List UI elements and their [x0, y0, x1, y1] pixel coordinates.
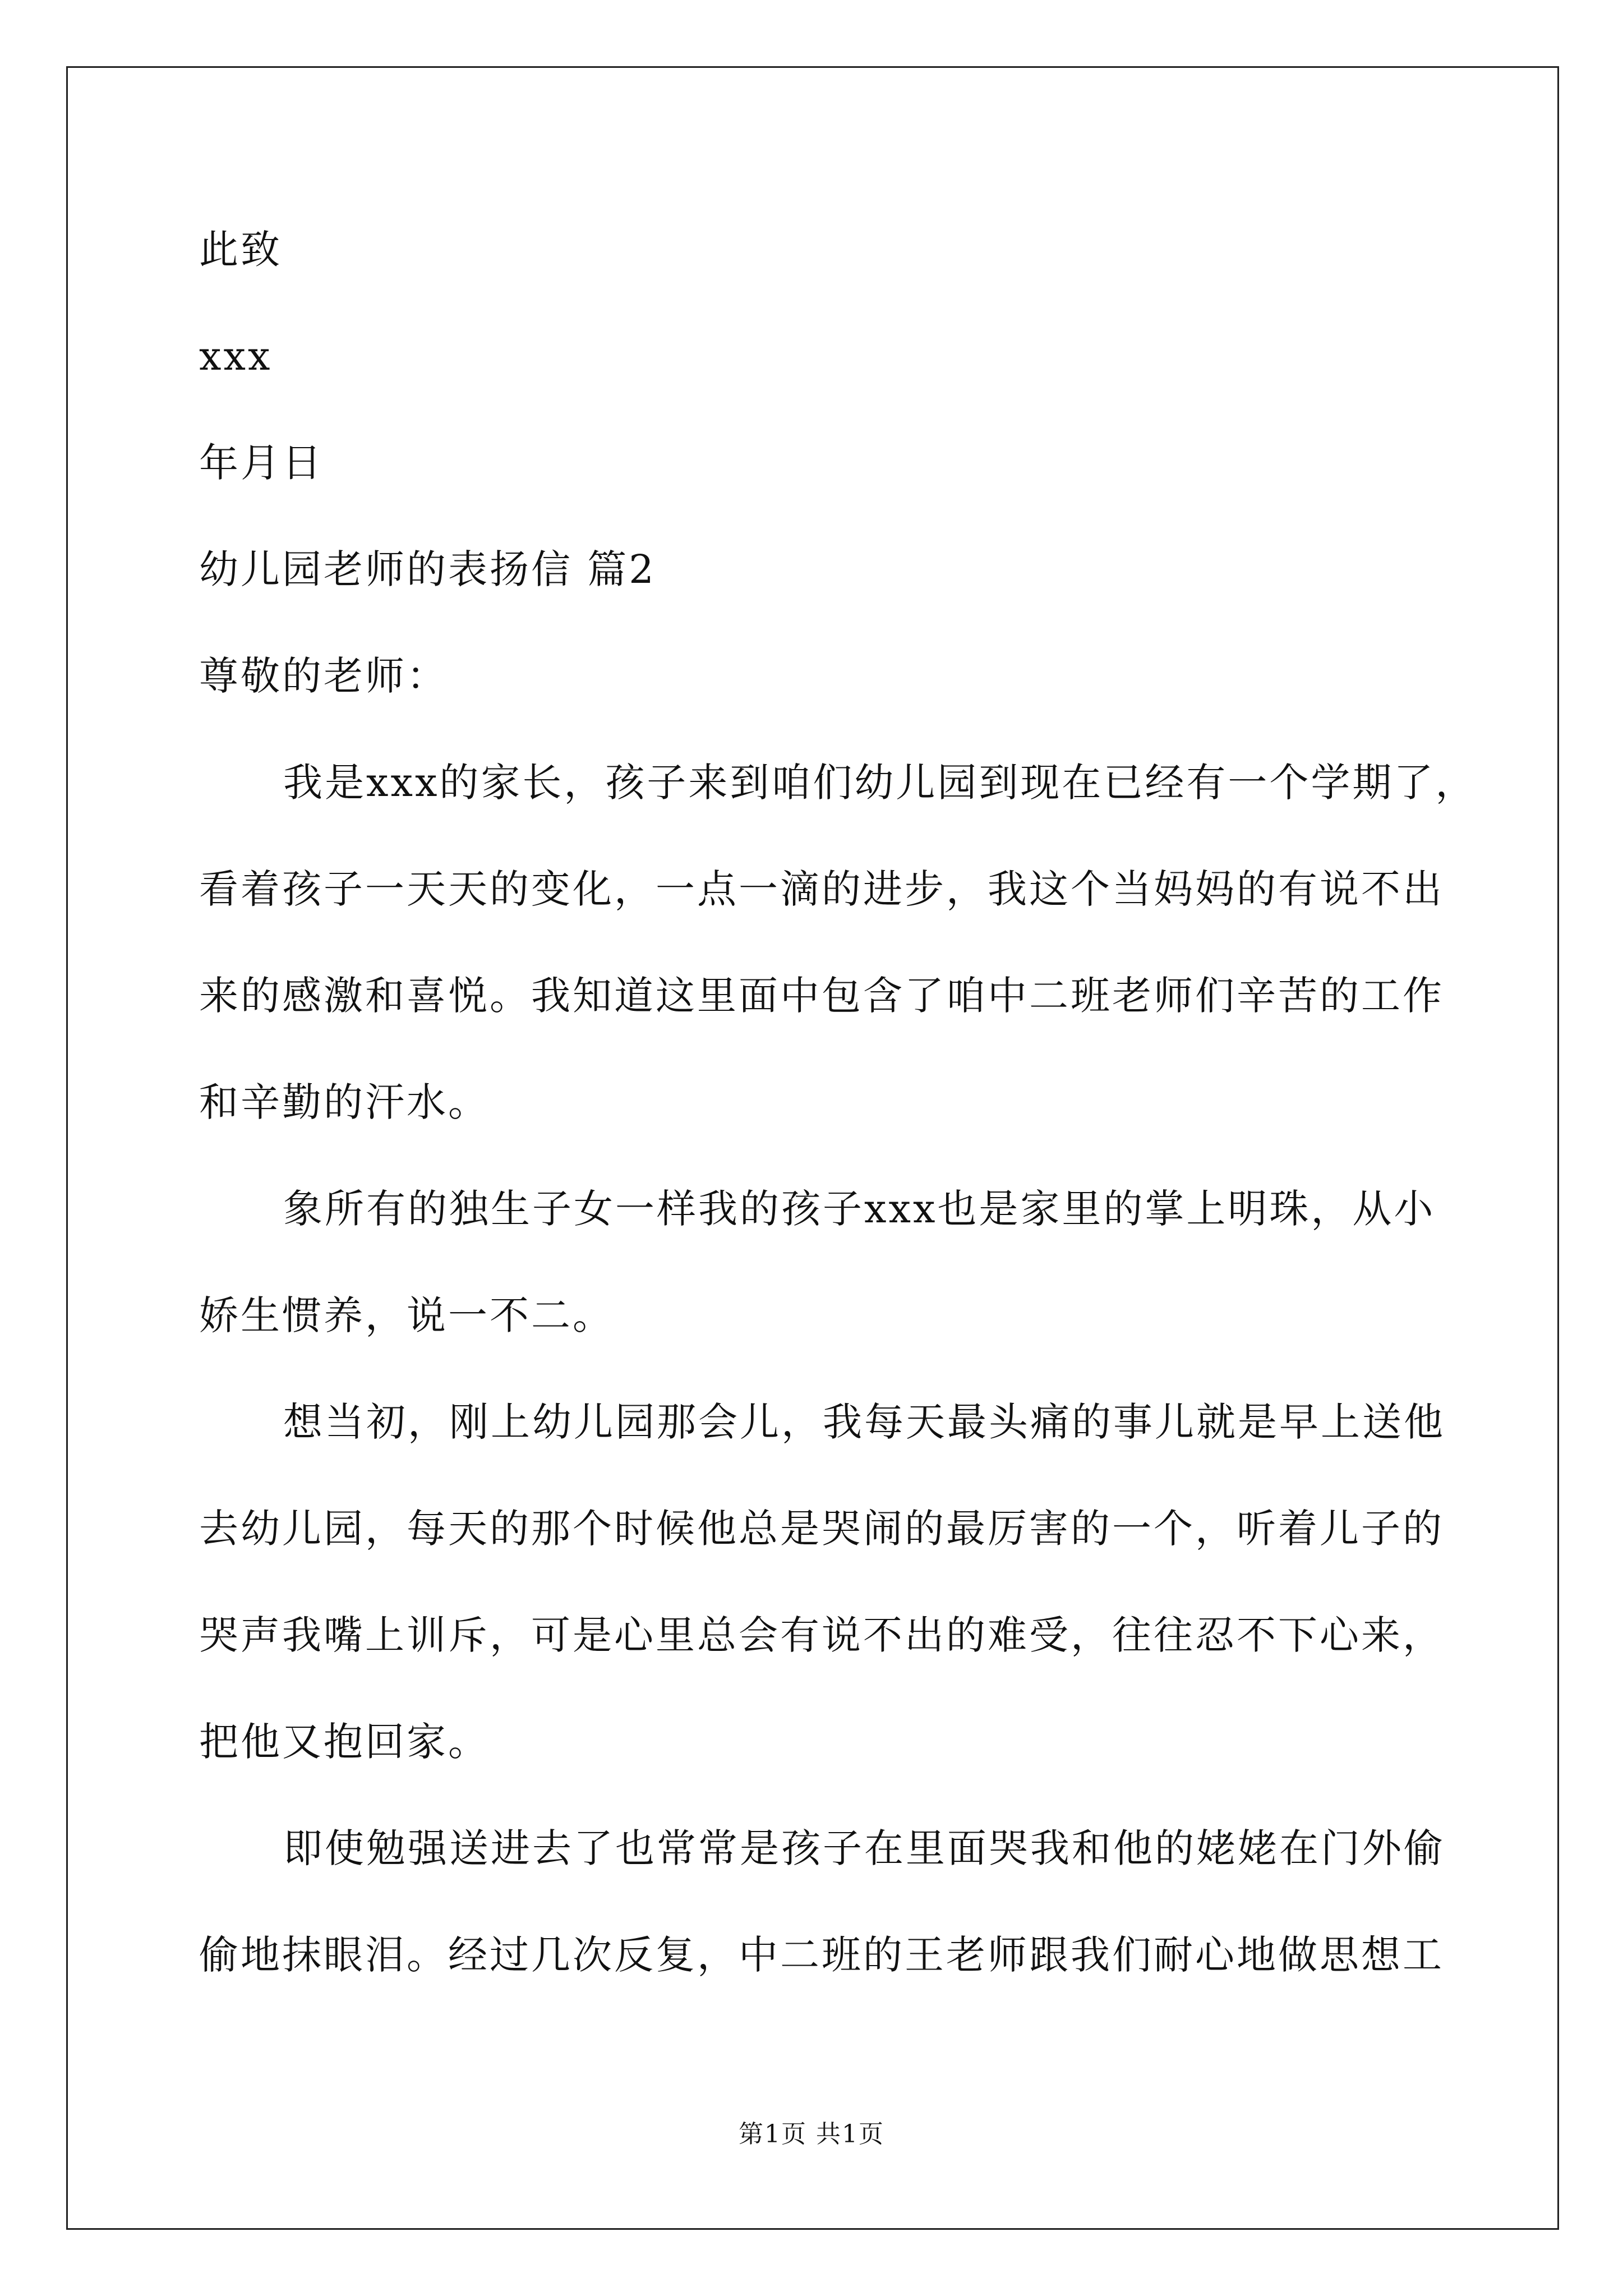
page-border: [66, 66, 1559, 2230]
closing-line: 此致: [199, 227, 282, 273]
paragraph-line: 去幼儿园，每天的那个时候他总是哭闹的最厉害的一个，听着儿子的: [199, 1506, 1444, 1552]
salutation-line: 尊敬的老师：: [199, 653, 448, 699]
paragraph-line: 想当初，刚上幼儿园那会儿，我每天最头痛的事儿就是早上送他: [283, 1399, 1445, 1445]
page-footer: 第1页 共1页: [739, 2120, 884, 2148]
paragraph-line: 来的感激和喜悦。我知道这里面中包含了咱中二班老师们辛苦的工作: [199, 973, 1444, 1019]
paragraph-line: 我是xxx的家长，孩子来到咱们幼儿园到现在已经有一个学期了，: [283, 760, 1477, 806]
paragraph-line: 象所有的独生子女一样我的孩子xxx也是家里的掌上明珠，从小: [283, 1186, 1436, 1232]
signature-line: xxx: [199, 333, 273, 379]
paragraph-line: 即使勉强送进去了也常常是孩子在里面哭我和他的姥姥在门外偷: [283, 1825, 1445, 1871]
paragraph-line: 偷地抹眼泪。经过几次反复，中二班的王老师跟我们耐心地做思想工: [199, 1932, 1444, 1978]
paragraph-line: 哭声我嘴上训斥，可是心里总会有说不出的难受，往往忍不下心来，: [199, 1612, 1444, 1658]
paragraph-line: 看着孩子一天天的变化，一点一滴的进步，我这个当妈妈的有说不出: [199, 866, 1444, 912]
paragraph-line: 和辛勤的汗水。: [199, 1079, 490, 1125]
section-title: 幼儿园老师的表扬信 篇2: [199, 546, 656, 592]
paragraph-line: 娇生惯养，说一不二。: [199, 1292, 614, 1338]
paragraph-line: 把他又抱回家。: [199, 1719, 490, 1765]
date-line: 年月日: [199, 440, 324, 486]
